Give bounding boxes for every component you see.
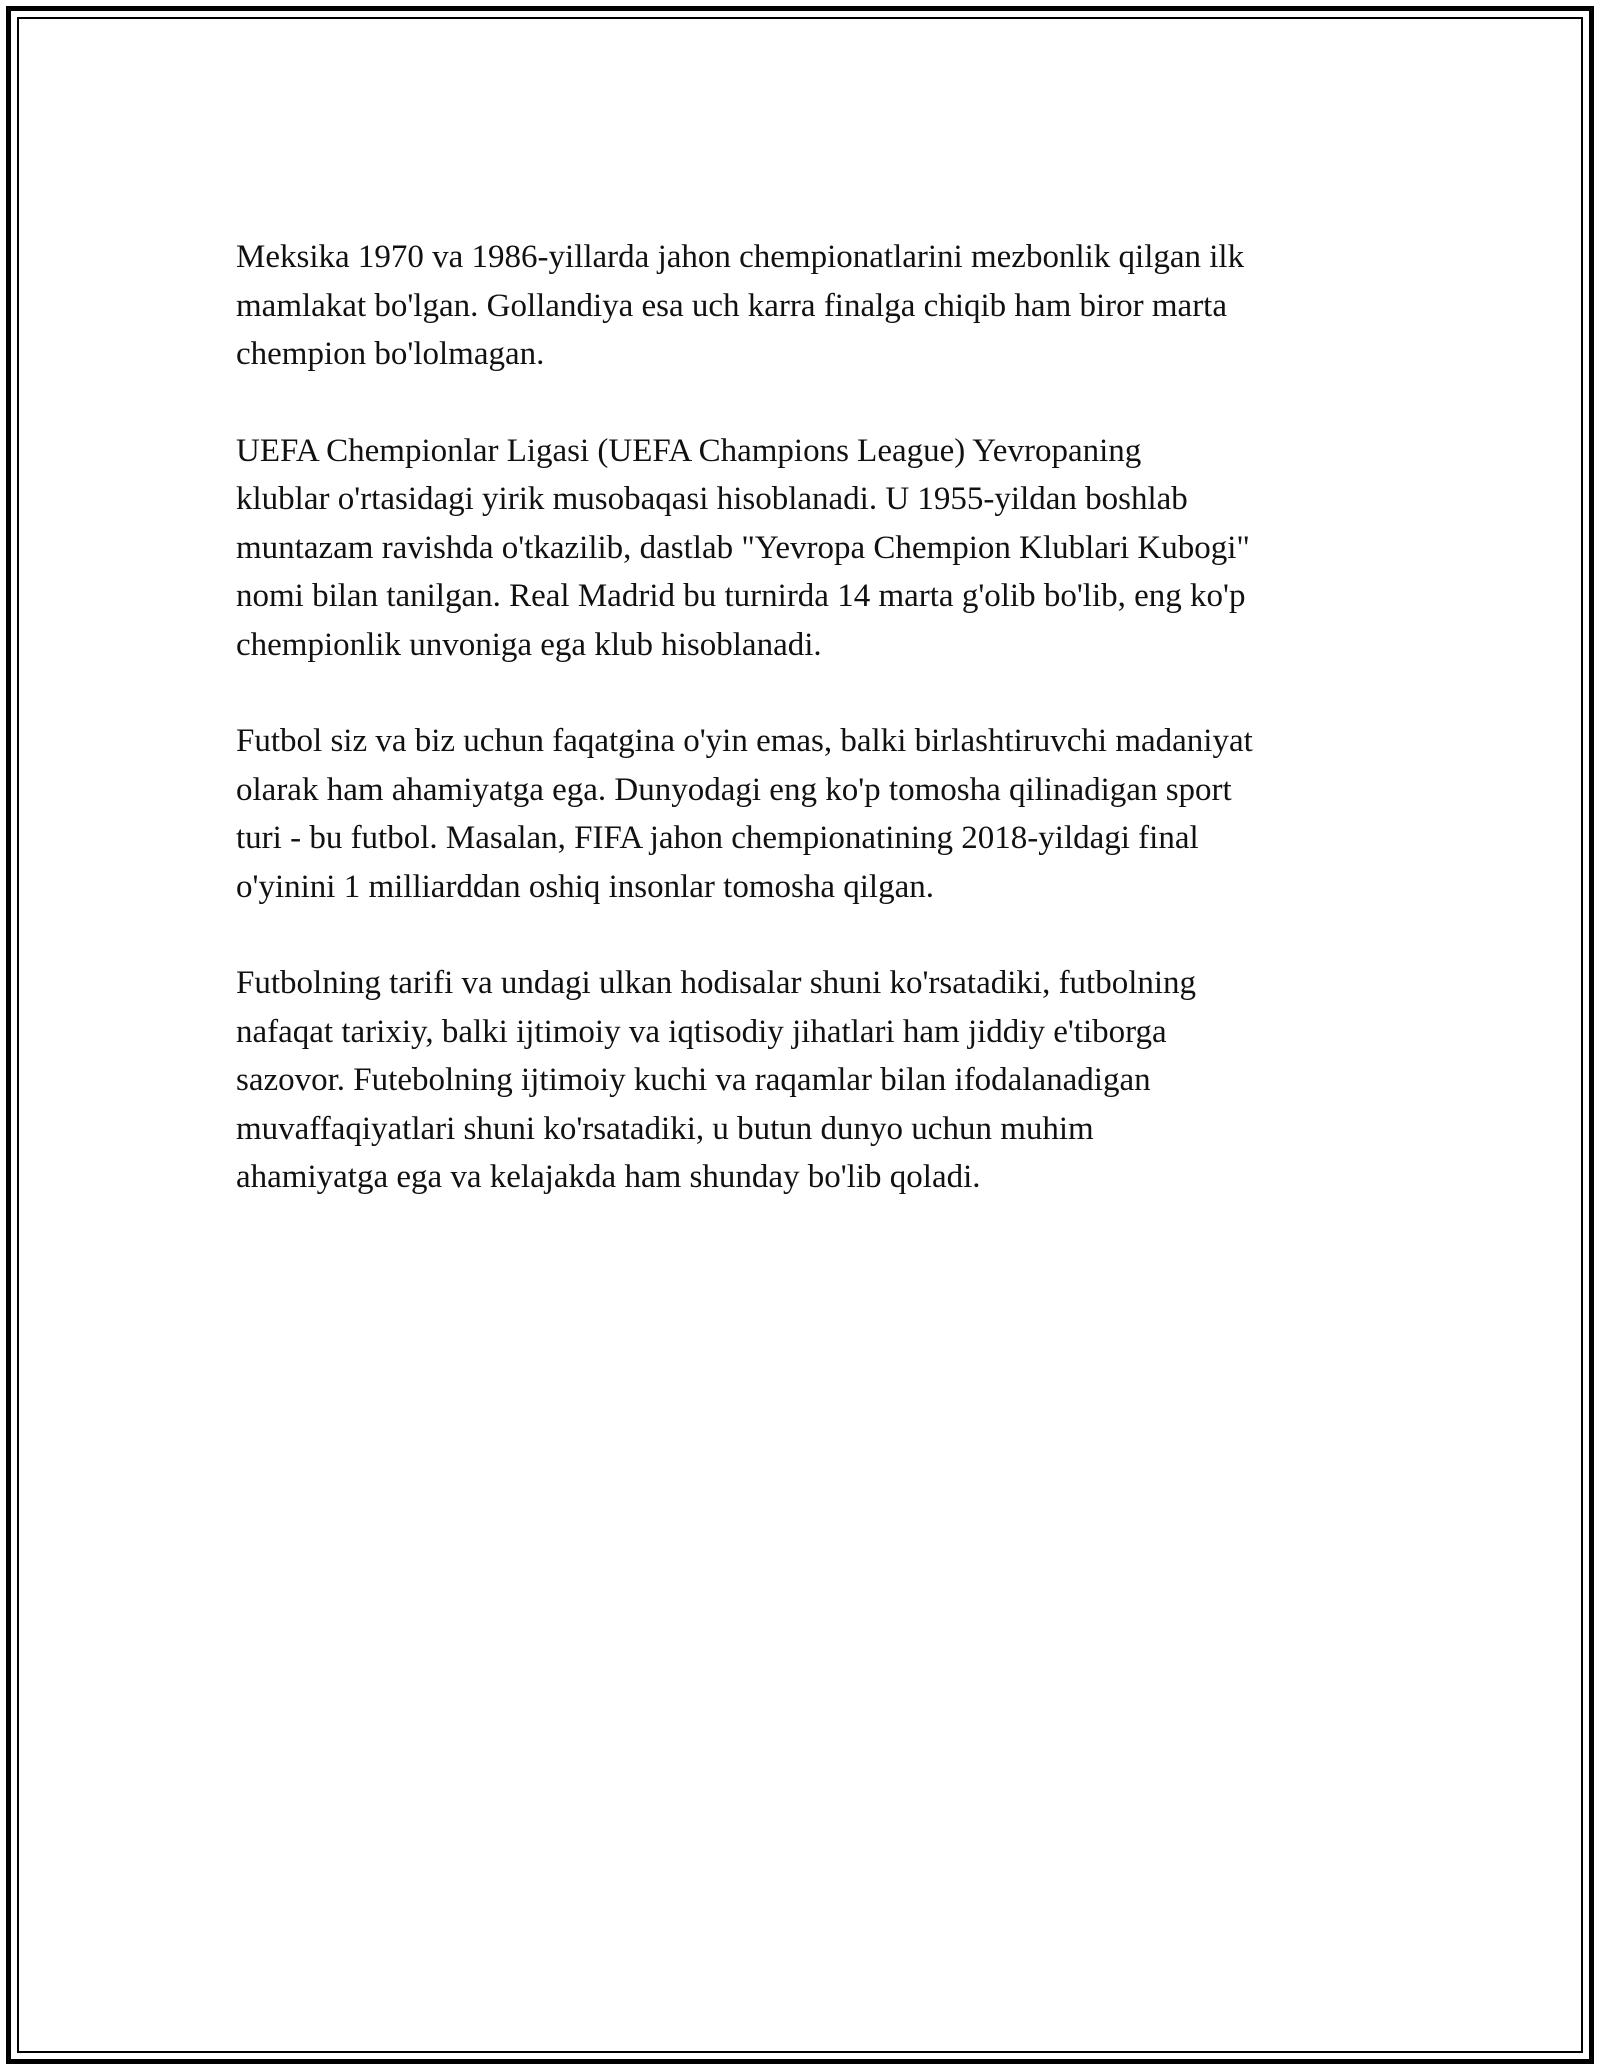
document-body (236, 233, 1376, 1250)
paragraph-football-significance: Futbolning tarifi va undagi ulkan hodisalar shuni ko'rsatadiki, futbolning nafaqat tarixiy, balki ijtimoiy va iqtisodiy jihatlari ham jiddiy e'tiborga sazovor. Futebolning ijtimoiy kuchi va raqamlar bilan ifodalanadigan muvaffaqiyatlari shuni ko'rsatadiki, u butun dunyo uchun muhim ahamiyatga ega va kelajakda ham shunday bo'lib qoladi. (236, 965, 1197, 1195)
paragraph-mexico-netherlands: Meksika 1970 va 1986-yillarda jahon chempionatlarini mezbonlik qilgan ilk mamlakat bo'lgan. Gollandiya esa uch karra finalga chiqib ham biror marta chempion bo'lolmagan. (236, 239, 1245, 372)
paragraph-champions-league: UEFA Chempionlar Ligasi (UEFA Champions League) Yevropaning klublar o'rtasidagi yirik musobaqasi hisoblanadi. U 1955-yildan boshlab muntazam ravishda o'tkazilib, dastlab "Yevropa Chempion Klublari Kubogi" nomi bilan tanilgan. Real Madrid bu turnirda 14 marta g'olib bo'lib, eng ko'p chempionlik unvoniga ega klub hisoblanadi. (236, 432, 1250, 663)
paragraph-football-culture: Futbol siz va biz uchun faqatgina o'yin emas, balki birlashtiruvchi madaniyat olarak ham ahamiyatga ega. Dunyodagi eng ko'p tomosha qilinadigan sport turi - bu futbol. Masalan, FIFA jahon chempionatining 2018-yildagi final o'yinini 1 milliarddan oshiq insonlar tomosha qilgan. (236, 723, 1253, 905)
